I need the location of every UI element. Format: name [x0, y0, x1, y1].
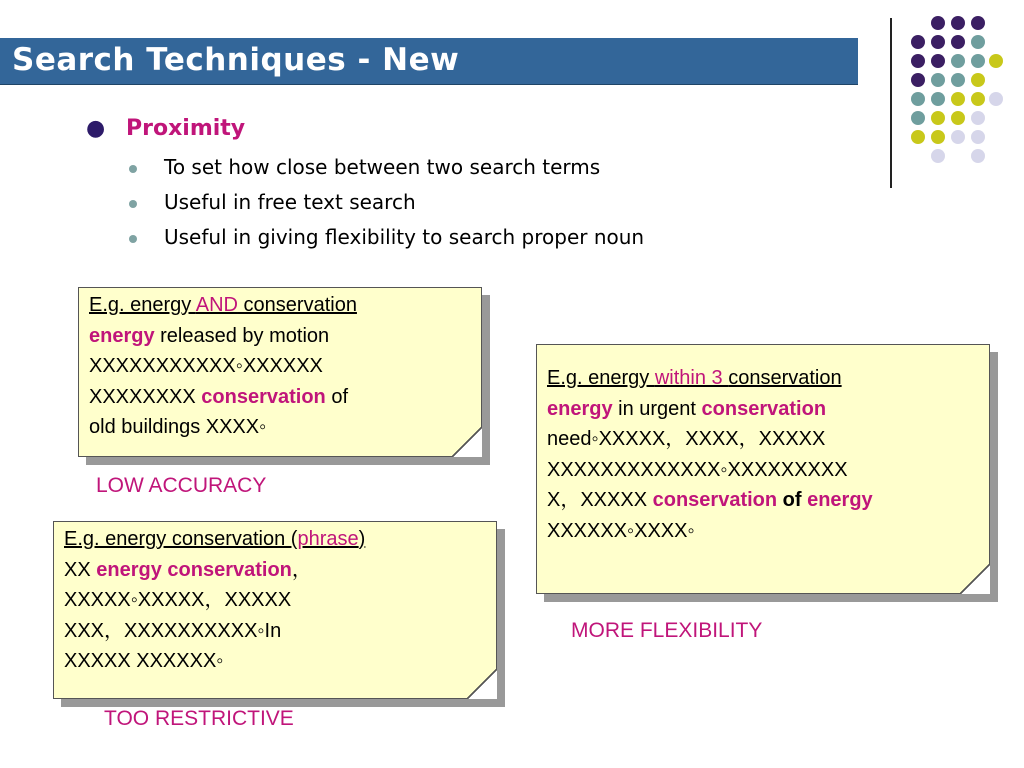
- note-line: E.g. energy AND conservation: [89, 294, 357, 316]
- example-note-within: [536, 344, 990, 594]
- decorative-dot: [931, 16, 945, 30]
- decorative-dot: [971, 130, 985, 144]
- note-line: XXXXXXXXXXXXX◦XXXXXXXXX: [547, 458, 848, 481]
- decorative-dot: [989, 92, 1003, 106]
- note-line: energy released by motion: [89, 324, 330, 347]
- decorative-dot: [951, 111, 965, 125]
- note-line: XXXXXXXX conservation of: [89, 385, 349, 408]
- note-line: X，XXXXX conservation of energy: [547, 489, 873, 511]
- decorative-dot: [989, 54, 1003, 68]
- decorative-dot: [971, 73, 985, 87]
- bullet-item: Useful in giving flexibility to search proper noun: [164, 225, 645, 249]
- bullet-icon: ●: [86, 116, 106, 141]
- decorative-dot: [951, 130, 965, 144]
- divider-line: [890, 18, 892, 188]
- note-line: XX energy conservation，: [64, 558, 312, 581]
- title-bar: [0, 38, 858, 85]
- note-line: old buildings XXXX◦: [89, 416, 267, 438]
- folded-corner: [452, 427, 482, 457]
- note-line: need◦XXXXX，XXXX，XXXXX: [547, 428, 826, 450]
- bullet-item: Useful in free text search: [164, 190, 416, 214]
- decorative-dot: [951, 54, 965, 68]
- note-line: E.g. energy within 3 conservation: [547, 367, 842, 389]
- sub-bullet-icon: [129, 235, 137, 243]
- decorative-dot: [971, 35, 985, 49]
- folded-corner: [960, 564, 990, 594]
- decorative-dot: [911, 111, 925, 125]
- decorative-dot: [971, 149, 985, 163]
- note-line: XXXXXX◦XXXX◦: [547, 519, 695, 542]
- decorative-dot: [911, 54, 925, 68]
- decorative-dot: [931, 130, 945, 144]
- decorative-dot: [911, 92, 925, 106]
- decorative-dot: [951, 35, 965, 49]
- note-line: XXXXXXXXXXX◦XXXXXX: [89, 355, 323, 377]
- decorative-dot: [931, 73, 945, 87]
- decorative-dot: [971, 54, 985, 68]
- decorative-dot: [911, 130, 925, 144]
- folded-corner: [467, 669, 497, 699]
- decorative-dot: [931, 149, 945, 163]
- caption-low-accuracy: LOW ACCURACY: [96, 474, 267, 497]
- bullet-item: To set how close between two search terms: [164, 155, 601, 179]
- caption-more-flexibility: MORE FLEXIBILITY: [571, 619, 763, 642]
- example-note-phrase: [53, 521, 497, 699]
- decorative-dot: [951, 73, 965, 87]
- decorative-dot: [931, 54, 945, 68]
- decorative-dot: [971, 111, 985, 125]
- decorative-dot: [971, 16, 985, 30]
- note-line: E.g. energy conservation (phrase): [64, 528, 366, 550]
- caption-too-restrictive: TOO RESTRICTIVE: [104, 707, 294, 730]
- slide-title: Search Techniques - New: [12, 42, 460, 78]
- sub-bullet-icon: [129, 200, 137, 208]
- note-line: XXXXX◦XXXXX，XXXXX: [64, 589, 292, 611]
- decorative-dot: [911, 35, 925, 49]
- decorative-dot: [951, 92, 965, 106]
- decorative-dot: [911, 73, 925, 87]
- decorative-dot: [931, 92, 945, 106]
- note-line: energy in urgent conservation: [547, 397, 827, 420]
- section-heading: Proximity: [126, 116, 246, 141]
- note-line: XXXXX XXXXXX◦: [64, 650, 224, 672]
- decorative-dot: [971, 92, 985, 106]
- decorative-dot: [931, 35, 945, 49]
- example-note-and: [78, 287, 482, 457]
- decorative-dot: [951, 16, 965, 30]
- decorative-dot: [931, 111, 945, 125]
- note-line: XXX，XXXXXXXXXX◦In: [64, 619, 282, 642]
- sub-bullet-icon: [129, 165, 137, 173]
